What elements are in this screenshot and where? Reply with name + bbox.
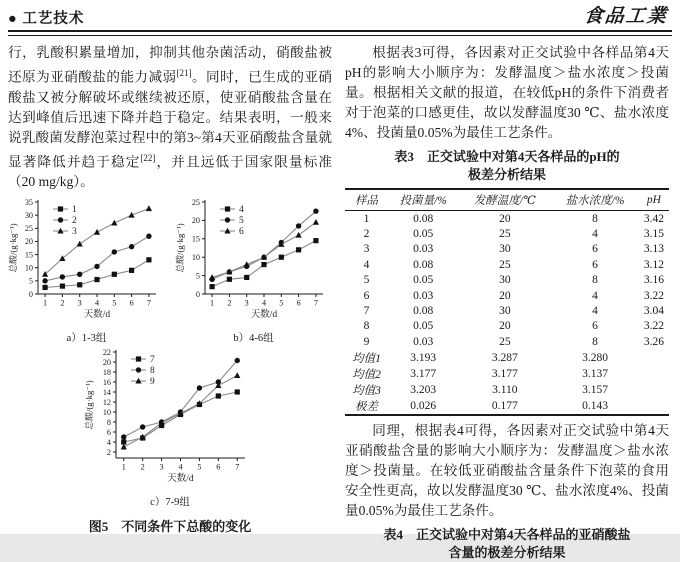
table-cell: 3.157 <box>582 383 608 396</box>
figure-5 <box>8 195 332 535</box>
svg-text:1: 1 <box>43 298 48 308</box>
table-cell: 20 <box>499 212 511 225</box>
line-chart-b <box>175 195 332 332</box>
table-cell: 0.177 <box>459 398 552 415</box>
table3 <box>345 188 669 416</box>
svg-text:10: 10 <box>191 253 200 263</box>
svg-text:15: 15 <box>24 250 33 260</box>
svg-text:1: 1 <box>121 462 126 472</box>
table-cell: 3.137 <box>582 367 608 380</box>
table-cell: 0.03 <box>413 335 434 348</box>
figure-row-top <box>8 195 332 345</box>
table-cell: 3.26 <box>643 335 665 348</box>
table-cell <box>639 382 669 398</box>
svg-text:总酸/(g·kg⁻¹): 总酸/(g·kg⁻¹) <box>8 223 18 273</box>
table-cell: 25 <box>499 258 511 271</box>
table-cell: 20 <box>499 289 511 302</box>
table-cell: 3.12 <box>643 258 665 271</box>
line-chart-b-svg <box>175 195 332 327</box>
table-header-cell: 样品 <box>345 189 388 211</box>
table-cell: 20 <box>499 320 511 333</box>
svg-text:30: 30 <box>24 211 33 221</box>
table-cell: 1 <box>363 212 370 225</box>
table-row <box>345 398 669 415</box>
table-row <box>345 242 669 257</box>
table-cell: 极差 <box>345 398 388 415</box>
table-cell: 0.05 <box>413 274 434 287</box>
table-cell: 均值1 <box>352 352 381 365</box>
svg-text:4: 4 <box>94 298 100 308</box>
svg-text:6: 6 <box>129 298 134 308</box>
line-chart-c <box>84 345 256 496</box>
table-header-cell: 盐水浓度/% <box>551 189 639 211</box>
table3-caption <box>345 148 669 184</box>
table-cell: 8 <box>592 212 598 225</box>
table-cell: 0.03 <box>413 243 434 256</box>
left-column <box>8 43 332 562</box>
svg-text:15: 15 <box>191 234 200 244</box>
table-cell: 3.280 <box>582 351 608 364</box>
table-header-cell: 发酵温度/℃ <box>459 189 552 211</box>
table-header-cell: pH <box>639 189 669 211</box>
figure-caption: 图5 不同条件下总酸的变化 <box>88 519 252 535</box>
table-cell: 均值3 <box>352 384 381 397</box>
table-cell: 3.110 <box>492 383 518 396</box>
svg-text:4: 4 <box>106 437 111 447</box>
table-cell: 30 <box>499 274 511 287</box>
svg-text:16: 16 <box>102 377 111 387</box>
table-cell: 3.13 <box>643 243 665 256</box>
table3-caption-line1: 表3 正交试验中对第4天各样品的pH的 <box>394 149 620 164</box>
table-row <box>345 350 669 366</box>
svg-text:7: 7 <box>235 462 240 472</box>
svg-text:3: 3 <box>77 298 82 308</box>
svg-text:20: 20 <box>191 216 200 226</box>
svg-text:0: 0 <box>28 289 33 299</box>
svg-text:12: 12 <box>102 397 111 407</box>
table-cell: 8 <box>592 335 598 348</box>
svg-text:25: 25 <box>24 224 33 234</box>
svg-text:6: 6 <box>239 227 244 238</box>
table-cell: 3.177 <box>491 367 518 380</box>
svg-text:20: 20 <box>102 357 111 367</box>
svg-text:5: 5 <box>195 271 200 281</box>
table-cell <box>639 398 669 415</box>
table-cell: 30 <box>499 243 511 256</box>
svg-text:2: 2 <box>72 216 77 227</box>
table-cell: 4 <box>592 289 598 302</box>
table-cell: 3.16 <box>643 274 665 287</box>
table-row <box>345 211 669 227</box>
table-cell: 6 <box>592 258 598 271</box>
table-row <box>345 366 669 382</box>
journal-logo: 食品工業 <box>582 6 669 27</box>
line-chart-a-svg <box>8 195 165 327</box>
citation-marker: [22] <box>140 152 156 163</box>
table-cell <box>639 366 669 382</box>
table-row <box>345 334 669 349</box>
table-cell: 25 <box>499 228 511 241</box>
svg-text:18: 18 <box>102 367 111 377</box>
table-cell: 30 <box>499 305 511 318</box>
table-cell: 7 <box>363 305 370 318</box>
table-cell: 均值2 <box>352 368 381 381</box>
svg-text:5: 5 <box>279 298 284 308</box>
table-row <box>345 273 669 288</box>
table-cell: 3.22 <box>643 289 665 302</box>
svg-text:25: 25 <box>191 197 200 207</box>
table-row <box>345 382 669 398</box>
table-row <box>345 288 669 303</box>
table-cell: 3.287 <box>491 351 518 364</box>
table-cell: 0.08 <box>413 305 434 318</box>
table-cell: 3.04 <box>643 305 665 318</box>
table-row <box>345 303 669 318</box>
svg-text:8: 8 <box>150 366 155 377</box>
table3-caption-line2: 极差分析结果 <box>467 167 546 182</box>
table-cell: 4 <box>592 228 598 241</box>
table4-caption-line2: 含量的极差分析结果 <box>448 544 566 560</box>
table-row <box>345 226 669 241</box>
table-cell: 4 <box>592 305 598 318</box>
table-row <box>345 257 669 272</box>
svg-text:4: 4 <box>178 462 183 472</box>
svg-text:7: 7 <box>150 355 155 366</box>
table-cell: 0.05 <box>413 228 434 241</box>
svg-text:7: 7 <box>313 298 318 308</box>
svg-text:2: 2 <box>140 462 145 472</box>
table-cell: 3.203 <box>410 383 437 396</box>
table-cell: 0.05 <box>413 320 434 333</box>
table-cell: 0.08 <box>413 258 434 271</box>
table-cell: 3.193 <box>410 351 437 364</box>
table-cell: 3.177 <box>410 367 437 380</box>
svg-text:8: 8 <box>106 417 111 427</box>
svg-text:10: 10 <box>102 407 111 417</box>
table-cell: 3.42 <box>643 212 665 225</box>
two-column-body <box>8 43 672 562</box>
table4-caption <box>345 526 669 562</box>
svg-text:9: 9 <box>150 377 155 388</box>
chart-block-b <box>175 195 332 345</box>
line-chart-a <box>8 195 165 332</box>
table-cell: 0.026 <box>388 398 459 415</box>
table-cell: 3.22 <box>643 320 665 333</box>
chart-subcaption-a: a）1-3组 <box>66 333 107 345</box>
svg-text:总酸/(g·kg⁻¹): 总酸/(g·kg⁻¹) <box>84 380 94 430</box>
svg-text:22: 22 <box>102 347 111 357</box>
table-cell: 25 <box>499 335 511 348</box>
svg-text:6: 6 <box>106 427 111 437</box>
table-cell: 0.08 <box>413 212 434 225</box>
line-chart-c-svg <box>84 345 256 491</box>
svg-text:4: 4 <box>239 205 244 216</box>
svg-text:14: 14 <box>102 387 111 397</box>
svg-text:20: 20 <box>24 237 33 247</box>
table-cell: 4 <box>363 258 370 271</box>
svg-text:5: 5 <box>197 462 202 472</box>
chart-block-a <box>8 195 165 345</box>
table-cell: 5 <box>363 274 370 287</box>
svg-text:3: 3 <box>244 298 249 308</box>
table-cell: 3 <box>363 243 370 256</box>
table-cell: 9 <box>363 335 370 348</box>
svg-text:天数/d: 天数/d <box>250 310 278 321</box>
table-cell: 6 <box>363 289 370 302</box>
right-column <box>345 43 669 562</box>
table-cell: 8 <box>363 320 370 333</box>
svg-text:5: 5 <box>239 216 244 227</box>
table-cell: 0.143 <box>551 398 639 415</box>
svg-text:1: 1 <box>72 205 77 216</box>
svg-text:天数/d: 天数/d <box>83 310 111 321</box>
chart-block-c <box>84 345 256 509</box>
svg-text:3: 3 <box>72 227 77 238</box>
svg-text:6: 6 <box>216 462 221 472</box>
svg-text:5: 5 <box>28 276 33 286</box>
svg-text:35: 35 <box>24 197 33 207</box>
svg-text:天数/d: 天数/d <box>167 474 194 485</box>
svg-text:5: 5 <box>112 298 117 308</box>
svg-text:4: 4 <box>261 298 267 308</box>
chart-subcaption-b: b）4-6组 <box>233 333 274 345</box>
section-label: ● 工艺技术 <box>8 11 85 27</box>
table-cell: 6 <box>592 320 598 333</box>
svg-text:10: 10 <box>24 263 33 273</box>
table-cell: 3.15 <box>643 228 665 241</box>
table-header-row <box>345 189 669 211</box>
body-paragraph-left: 行，乳酸积累量增加，抑制其他杂菌活动，硝酸盐被还原为亚硝酸盐的能力减弱[21]。同时，已生成的亚硝酸盐又被分解破坏或继续被还原，使亚硝酸盐含量在达到峰值后迅速下降并趋于稳定。结果表明，一般来说乳酸菌发酵泡菜过程中的第3~第4天亚硝酸盐含量就显著降低并趋于稳定[22]，并且远低于国家限量标准（20 mg/kg）。 <box>8 45 333 190</box>
svg-text:3: 3 <box>159 462 164 472</box>
table4-caption-line1: 表4 正交试验中对第4天各样品的亚硝酸盐 <box>383 526 631 542</box>
table-header-cell: 投菌量/% <box>388 189 459 211</box>
table-cell: 8 <box>592 274 598 287</box>
svg-text:2: 2 <box>106 447 111 457</box>
page-header <box>8 6 672 28</box>
table3-head <box>345 189 669 211</box>
header-divider <box>8 30 672 36</box>
citation-marker: [21] <box>176 68 192 78</box>
table-cell: 6 <box>592 243 598 256</box>
figure-row-bottom <box>8 345 332 509</box>
body-paragraph-right-1: 根据表3可得，各因素对正交试验中各样品第4天pH的影响大小顺序为：发酵温度＞盐水浓度＞投菌量。根据相关文献的报道，在较低pH的条件下消费者对于泡菜的口感更佳，故以发酵温度30 ℃、盐水浓度4%、投菌量0.05%为最佳工艺条件。 <box>345 45 669 140</box>
svg-text:2: 2 <box>60 298 65 308</box>
svg-text:7: 7 <box>146 298 151 308</box>
table-cell <box>639 350 669 366</box>
svg-text:2: 2 <box>227 298 232 308</box>
table-cell: 2 <box>363 228 370 241</box>
body-paragraph-right-2: 同理，根据表4可得，各因素对正交试验中第4天亚硝酸盐含量的影响大小顺序为：发酵温度＞盐水浓度＞投菌量。在较低亚硝酸盐含量条件下泡菜的食用安全性更高，故以发酵温度30 ℃、盐水浓度4%、投菌量0.05%为最佳工艺条件。 <box>345 422 669 518</box>
svg-text:1: 1 <box>210 298 215 308</box>
svg-text:0: 0 <box>195 289 200 299</box>
svg-text:6: 6 <box>296 298 301 308</box>
table-cell: 0.03 <box>413 289 434 302</box>
chart-subcaption-c: c）7-9组 <box>150 497 190 509</box>
table3-body <box>345 211 669 415</box>
svg-text:总酸/(g·kg⁻¹): 总酸/(g·kg⁻¹) <box>175 223 185 273</box>
table-row <box>345 319 669 334</box>
